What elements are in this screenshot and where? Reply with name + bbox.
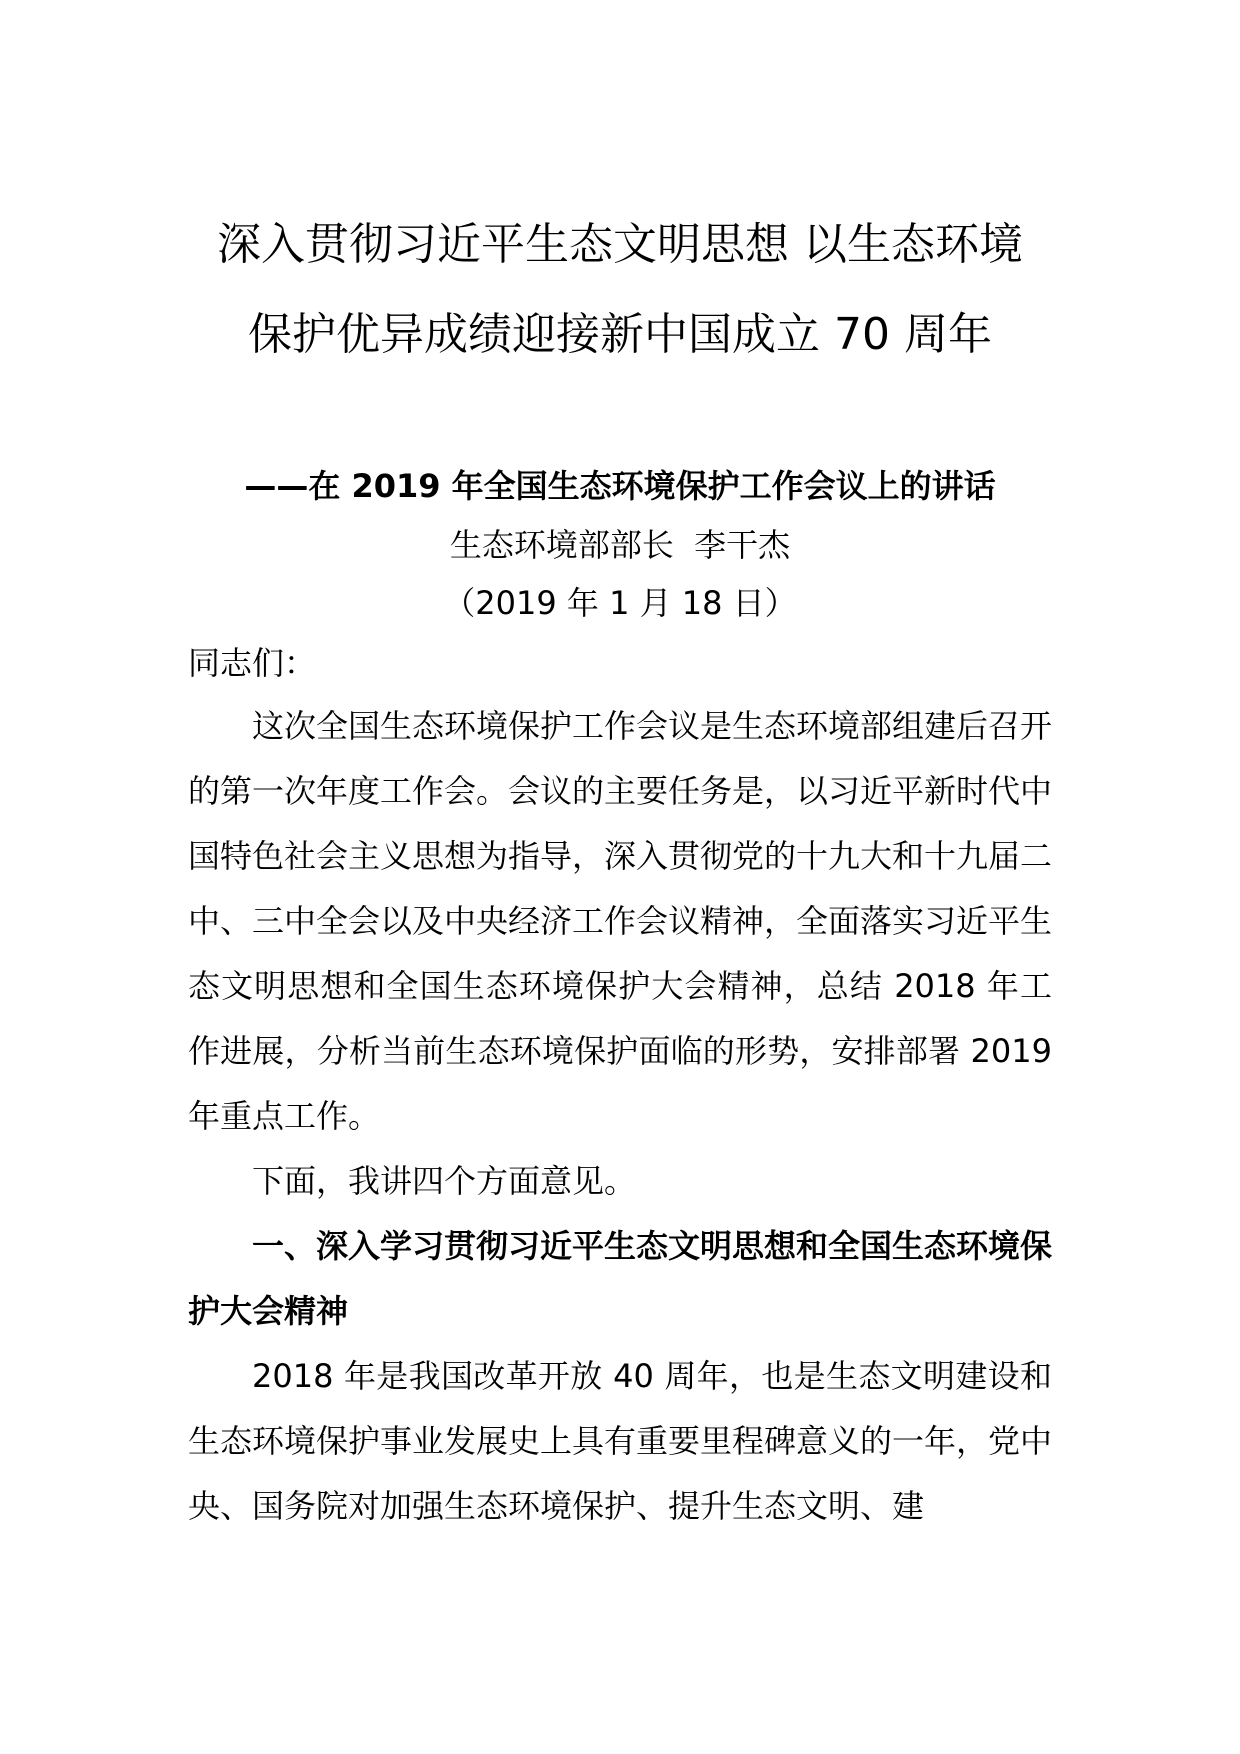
- paragraph-intro: 这次全国生态环境保护工作会议是生态环境部组建后召开的第一次年度工作会。会议的主要任务是，以习近平新时代中国特色社会主义思想为指导，深入贯彻党的十九大和十九届二中、三中全会以及中央经济工作会议精神，全面落实习近平生态文明思想和全国生态环境保护大会精神，总结 2018 年工作进展，分析当前生态环境保护面临的形势，安排部署 2019 年重点工作。: [188, 707, 1053, 1135]
- document-title: [188, 200, 1052, 380]
- title-line-1: 深入贯彻习近平生态文明思想 以生态环境: [217, 219, 1023, 270]
- paragraph-outline: 下面，我讲四个方面意见。: [252, 1162, 637, 1200]
- document-author: 生态环境部部长 李干杰: [449, 526, 791, 564]
- section-1-heading: 一、深入学习贯彻习近平生态文明思想和全国生态环境保护大会精神: [188, 1227, 1053, 1330]
- document-subtitle: ——在 2019 年全国生态环境保护工作会议上的讲话: [244, 467, 996, 505]
- salutation: 同志们：: [188, 644, 317, 682]
- title-line-2: 保护优异成绩迎接新中国成立 70 周年: [248, 309, 992, 360]
- document-page: [188, 200, 1052, 1539]
- document-date: （2019 年 1 月 18 日）: [443, 584, 797, 622]
- section-1-paragraph: 2018 年是我国改革开放 40 周年，也是生态文明建设和生态环境保护事业发展史上具有重要里程碑意义的一年，党中央、国务院对加强生态环境保护、提升生态文明、建: [188, 1357, 1053, 1525]
